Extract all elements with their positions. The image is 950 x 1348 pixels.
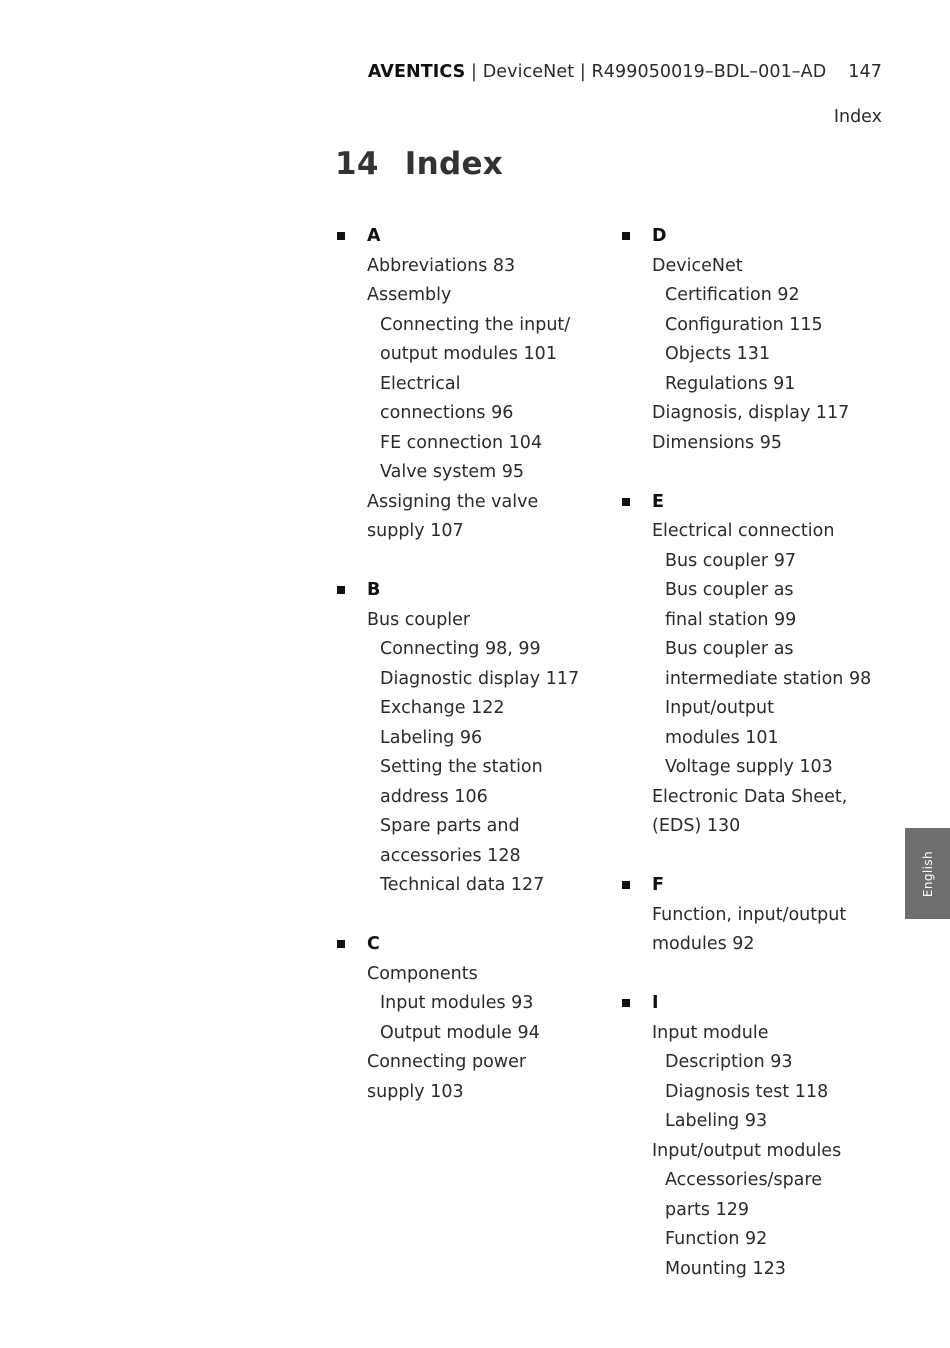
index-subentry: Input modules 93: [380, 993, 534, 1013]
square-bullet-icon: [622, 881, 630, 889]
running-header: [368, 62, 882, 82]
index-letter-heading: [335, 930, 600, 960]
product-name: DeviceNet: [482, 62, 575, 82]
index-entry: (EDS) 130: [652, 816, 741, 836]
index-subentry: Mounting 123: [665, 1258, 786, 1279]
index-subentry: Valve system 95: [380, 462, 524, 482]
index-entry: DeviceNet: [652, 255, 743, 276]
index-letter-heading: [620, 488, 895, 518]
index-subentry: intermediate station 98: [665, 668, 872, 689]
index-entry: modules 92: [652, 934, 755, 954]
index-subentry: Exchange 122: [380, 698, 505, 718]
header-separator-2: |: [574, 62, 592, 82]
index-letter-heading: [620, 871, 895, 901]
index-subentry: Connecting the input/: [380, 314, 571, 335]
index-subentry: Certification 92: [665, 285, 800, 305]
index-letter: B: [367, 580, 381, 600]
index-letter: A: [367, 226, 381, 246]
index-subentry: Setting the station: [380, 757, 543, 777]
square-bullet-icon: [337, 232, 345, 240]
chapter-number: 14: [335, 146, 379, 182]
index-group-f: [620, 871, 895, 960]
page-number: 147: [848, 62, 882, 82]
index-subentry: modules 101: [665, 727, 779, 748]
index-entry: Abbreviations 83: [367, 255, 516, 276]
index-subentry: Configuration 115: [665, 314, 823, 335]
index-subentry: Objects 131: [665, 344, 771, 364]
square-bullet-icon: [337, 586, 345, 594]
index-entry: Bus coupler: [367, 609, 471, 630]
index-letter: E: [652, 491, 664, 512]
index-group-d: [620, 222, 895, 458]
index-letter: I: [652, 993, 659, 1013]
index-letter-heading: [335, 222, 600, 252]
index-subentry: Description 93: [665, 1052, 793, 1072]
index-letter-heading: [335, 576, 600, 606]
index-entry: Function, input/output: [652, 904, 847, 925]
index-subentry: output modules 101: [380, 344, 557, 364]
index-group-b: [335, 576, 600, 901]
index-group-e: [620, 488, 895, 842]
index-subentry: Bus coupler as: [665, 639, 794, 659]
index-entry: Connecting power: [367, 1052, 527, 1072]
index-entry: Diagnosis, display 117: [652, 403, 850, 423]
index-letter: D: [652, 226, 667, 246]
index-subentry: final station 99: [665, 609, 797, 630]
index-entry: Input/output modules: [652, 1140, 842, 1161]
square-bullet-icon: [337, 940, 345, 948]
index-group-i: [620, 989, 895, 1284]
index-subentry: FE connection 104: [380, 432, 543, 453]
square-bullet-icon: [622, 498, 630, 506]
index-entry: Input module: [652, 1022, 769, 1043]
index-entry: Electronic Data Sheet,: [652, 786, 848, 807]
language-tab-label: English: [920, 850, 935, 897]
index-entry: supply 107: [367, 521, 464, 541]
document-id: R499050019–BDL–001–AD: [591, 62, 827, 82]
index-subentry: connections 96: [380, 403, 514, 423]
index-subentry: Output module 94: [380, 1022, 540, 1043]
index-column-right: [620, 222, 895, 1314]
index-entry: supply 103: [367, 1081, 464, 1102]
index-subentry: Voltage supply 103: [665, 757, 833, 777]
index-subentry: Electrical: [380, 373, 461, 394]
index-letter: F: [652, 875, 664, 895]
index-subentry: Technical data 127: [380, 875, 545, 895]
language-tab: [905, 828, 950, 919]
index-letter-heading: [620, 989, 895, 1019]
brand-name: AVENTICS: [367, 62, 466, 82]
index-subentry: parts 129: [665, 1199, 749, 1220]
header-separator-1: |: [465, 62, 483, 82]
index-subentry: address 106: [380, 786, 488, 807]
index-subentry: Bus coupler 97: [665, 550, 796, 571]
index-subentry: Accessories/spare: [665, 1170, 822, 1190]
index-subentry: accessories 128: [380, 845, 521, 866]
index-subentry: Function 92: [665, 1229, 768, 1249]
section-label: Index: [833, 107, 882, 127]
chapter-title: [335, 146, 503, 182]
index-letter: C: [367, 934, 380, 954]
index-entry: Electrical connection: [652, 521, 835, 541]
index-subentry: Labeling 93: [665, 1111, 768, 1131]
chapter-name: Index: [404, 146, 504, 182]
index-subentry: Spare parts and: [380, 816, 520, 836]
index-group-c: [335, 930, 600, 1107]
index-subentry: Connecting 98, 99: [380, 639, 541, 659]
index-entry: Assembly: [367, 285, 452, 305]
index-entry: Assigning the valve: [367, 491, 539, 512]
index-subentry: Diagnostic display 117: [380, 668, 580, 689]
index-letter-heading: [620, 222, 895, 252]
square-bullet-icon: [622, 999, 630, 1007]
square-bullet-icon: [622, 232, 630, 240]
index-group-a: [335, 222, 600, 547]
index-entry: Dimensions 95: [652, 432, 782, 453]
index-subentry: Labeling 96: [380, 727, 483, 748]
index-entry: Components: [367, 963, 478, 984]
index-column-left: [335, 222, 600, 1137]
index-subentry: Regulations 91: [665, 373, 796, 394]
index-subentry: Diagnosis test 118: [665, 1081, 829, 1102]
index-subentry: Bus coupler as: [665, 580, 794, 600]
index-subentry: Input/output: [665, 698, 774, 718]
